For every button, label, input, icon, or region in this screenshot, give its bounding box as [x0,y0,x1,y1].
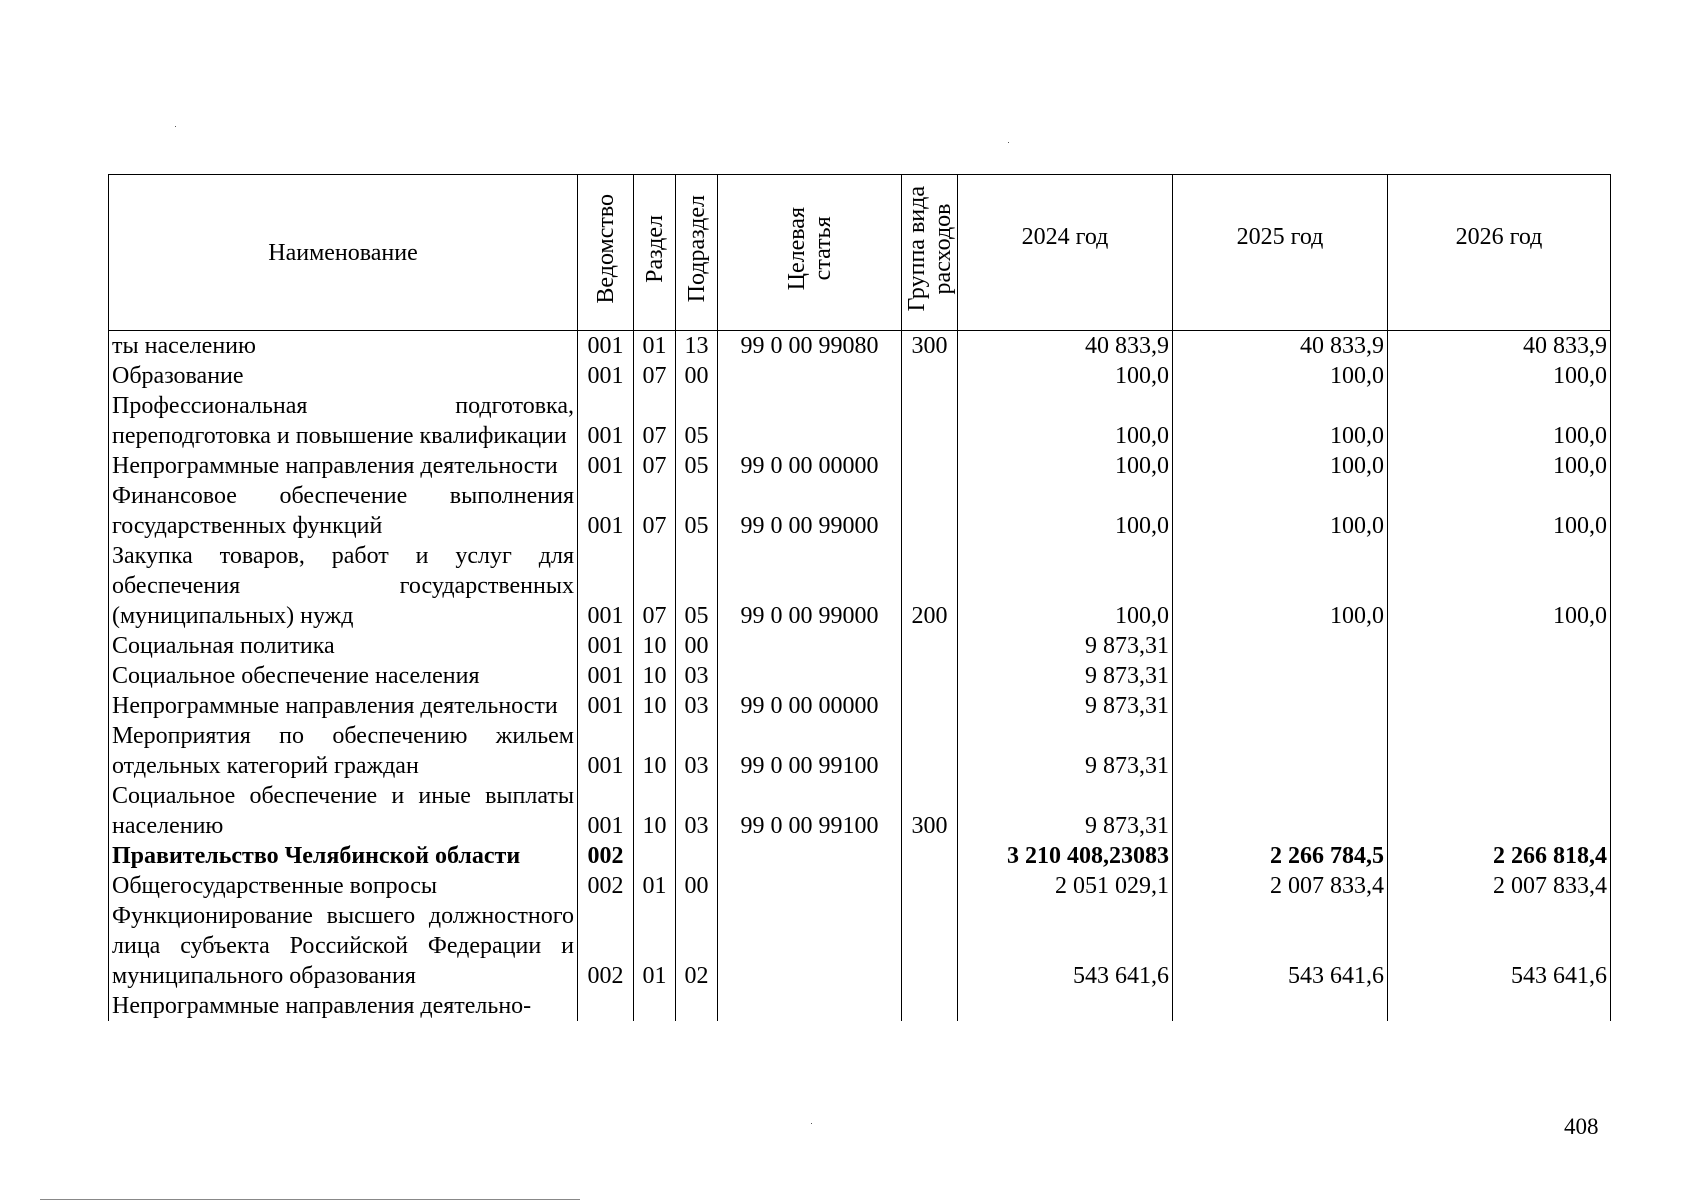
cell-target: 99 0 00 99100 [718,721,902,781]
table-row [109,331,1611,362]
cell-target: 99 0 00 99000 [718,481,902,541]
table-row [109,901,1611,991]
cell-ved: 001 [578,781,634,841]
header-2025: 2025 год [1173,175,1388,331]
cell-podrazdel: 13 [676,331,718,362]
cell-podrazdel: 03 [676,661,718,691]
cell-razdel: 07 [634,541,676,631]
cell-2026 [1388,691,1611,721]
cell-name: Общегосударственные вопросы [109,871,578,901]
cell-razdel: 01 [634,871,676,901]
cell-ved: 001 [578,361,634,391]
cell-ved: 001 [578,661,634,691]
cell-razdel [634,841,676,871]
cell-target [718,631,902,661]
cell-target: 99 0 00 00000 [718,451,902,481]
cell-2025 [1173,661,1388,691]
cell-name: Профессиональная подготовка, переподготовка и повышение квалификации [109,391,578,451]
header-razdel: Раздел [634,175,676,331]
header-target: Целевая статья [718,175,902,331]
cell-ved: 001 [578,331,634,362]
cell-podrazdel: 00 [676,631,718,661]
table-row [109,781,1611,841]
cell-ved: 001 [578,481,634,541]
cell-target: 99 0 00 00000 [718,691,902,721]
cell-2026: 100,0 [1388,451,1611,481]
cell-group: 300 [902,331,958,362]
header-2026: 2026 год [1388,175,1611,331]
cell-podrazdel: 03 [676,691,718,721]
cell-group [902,991,958,1021]
cell-2025 [1173,781,1388,841]
cell-podrazdel [676,841,718,871]
cell-target [718,901,902,991]
cell-group [902,391,958,451]
cell-2024: 3 210 408,23083 [958,841,1173,871]
cell-razdel: 01 [634,901,676,991]
cell-ved: 001 [578,541,634,631]
table-row [109,361,1611,391]
scan-speck [811,1123,812,1124]
cell-group [902,841,958,871]
table-row [109,541,1611,631]
cell-target [718,661,902,691]
cell-razdel: 07 [634,481,676,541]
cell-name: Социальное обеспечение населения [109,661,578,691]
cell-name: Образование [109,361,578,391]
cell-2025 [1173,991,1388,1021]
cell-2024: 40 833,9 [958,331,1173,362]
cell-2026: 100,0 [1388,361,1611,391]
cell-ved [578,991,634,1021]
cell-2026 [1388,631,1611,661]
cell-2025: 100,0 [1173,481,1388,541]
cell-group [902,661,958,691]
cell-group [902,451,958,481]
cell-2024: 9 873,31 [958,661,1173,691]
cell-2024: 100,0 [958,481,1173,541]
table-row [109,391,1611,451]
cell-razdel [634,991,676,1021]
cell-target [718,391,902,451]
cell-podrazdel: 03 [676,721,718,781]
cell-2024: 543 641,6 [958,901,1173,991]
cell-2024: 9 873,31 [958,781,1173,841]
cell-2025: 100,0 [1173,541,1388,631]
cell-group [902,871,958,901]
cell-2026: 2 007 833,4 [1388,871,1611,901]
cell-razdel: 07 [634,361,676,391]
cell-ved: 001 [578,691,634,721]
cell-2026: 100,0 [1388,391,1611,451]
budget-table [108,174,1611,1021]
cell-2026 [1388,781,1611,841]
cell-podrazdel: 03 [676,781,718,841]
cell-target [718,991,902,1021]
header-2024: 2024 год [958,175,1173,331]
cell-podrazdel: 05 [676,451,718,481]
cell-2025: 543 641,6 [1173,901,1388,991]
cell-2024: 2 051 029,1 [958,871,1173,901]
cell-name: Финансовое обеспечение выполнения государственных функций [109,481,578,541]
table-row [109,451,1611,481]
cell-2025: 40 833,9 [1173,331,1388,362]
table-row [109,631,1611,661]
cell-group [902,481,958,541]
cell-2024: 9 873,31 [958,721,1173,781]
header-ved: Ведомство [578,175,634,331]
cell-ved: 001 [578,721,634,781]
header-row [109,175,1611,331]
cell-group [902,901,958,991]
cell-target [718,871,902,901]
cell-razdel: 10 [634,661,676,691]
cell-2026 [1388,721,1611,781]
cell-group [902,361,958,391]
cell-group [902,691,958,721]
cell-razdel: 10 [634,721,676,781]
cell-2026: 2 266 818,4 [1388,841,1611,871]
table-row [109,691,1611,721]
cell-name: Правительство Челябинской области [109,841,578,871]
cell-name: Закупка товаров, работ и услуг для обеспечения государственных (муниципальных) нужд [109,541,578,631]
cell-podrazdel: 02 [676,901,718,991]
cell-name: Социальное обеспечение и иные выплаты населению [109,781,578,841]
cell-name: ты населению [109,331,578,362]
table-row [109,991,1611,1021]
cell-2026: 543 641,6 [1388,901,1611,991]
cell-name: Мероприятия по обеспечению жильем отдельных категорий граждан [109,721,578,781]
cell-2025: 100,0 [1173,361,1388,391]
cell-podrazdel: 00 [676,871,718,901]
cell-ved: 001 [578,391,634,451]
cell-name: Социальная политика [109,631,578,661]
cell-ved: 002 [578,841,634,871]
table-row [109,721,1611,781]
cell-podrazdel: 05 [676,391,718,451]
cell-razdel: 07 [634,391,676,451]
cell-2024: 100,0 [958,541,1173,631]
cell-2025: 100,0 [1173,451,1388,481]
cell-target [718,841,902,871]
cell-2026: 100,0 [1388,481,1611,541]
cell-razdel: 10 [634,691,676,721]
cell-razdel: 10 [634,631,676,661]
table-row [109,481,1611,541]
cell-target: 99 0 00 99100 [718,781,902,841]
cell-razdel: 10 [634,781,676,841]
cell-2025 [1173,691,1388,721]
cell-group: 200 [902,541,958,631]
cell-2025: 2 007 833,4 [1173,871,1388,901]
cell-name: Функционирование высшего должностного лица субъекта Российской Федерации и муниципального образования [109,901,578,991]
cell-razdel: 07 [634,451,676,481]
cell-podrazdel: 05 [676,541,718,631]
cell-2026 [1388,991,1611,1021]
cell-ved: 002 [578,871,634,901]
cell-group: 300 [902,781,958,841]
cell-name: Непрограммные направления деятельности [109,691,578,721]
cell-2024: 9 873,31 [958,631,1173,661]
table-row [109,661,1611,691]
cell-2026 [1388,661,1611,691]
cell-name: Непрограммные направления деятельно- [109,991,578,1021]
cell-2025 [1173,631,1388,661]
table-body [109,331,1611,1022]
cell-target [718,361,902,391]
cell-2026: 40 833,9 [1388,331,1611,362]
cell-podrazdel: 00 [676,361,718,391]
cell-ved: 001 [578,451,634,481]
cell-ved: 001 [578,631,634,661]
cell-ved: 002 [578,901,634,991]
scan-speck [175,126,176,127]
header-podrazdel: Подраздел [676,175,718,331]
header-name: Наименование [109,175,578,331]
cell-podrazdel [676,991,718,1021]
cell-2024 [958,991,1173,1021]
cell-2024: 9 873,31 [958,691,1173,721]
cell-2024: 100,0 [958,361,1173,391]
cell-group [902,631,958,661]
header-group: Группа вида расходов [902,175,958,331]
cell-2026: 100,0 [1388,541,1611,631]
cell-group [902,721,958,781]
page-number: 408 [1564,1114,1599,1139]
cell-2024: 100,0 [958,391,1173,451]
cell-razdel: 01 [634,331,676,362]
cell-podrazdel: 05 [676,481,718,541]
scan-speck [1008,142,1009,143]
cell-target: 99 0 00 99080 [718,331,902,362]
table-row [109,871,1611,901]
table-row [109,841,1611,871]
cell-2025: 2 266 784,5 [1173,841,1388,871]
cell-target: 99 0 00 99000 [718,541,902,631]
cell-2025 [1173,721,1388,781]
cell-2025: 100,0 [1173,391,1388,451]
cell-2024: 100,0 [958,451,1173,481]
cell-name: Непрограммные направления деятельности [109,451,578,481]
